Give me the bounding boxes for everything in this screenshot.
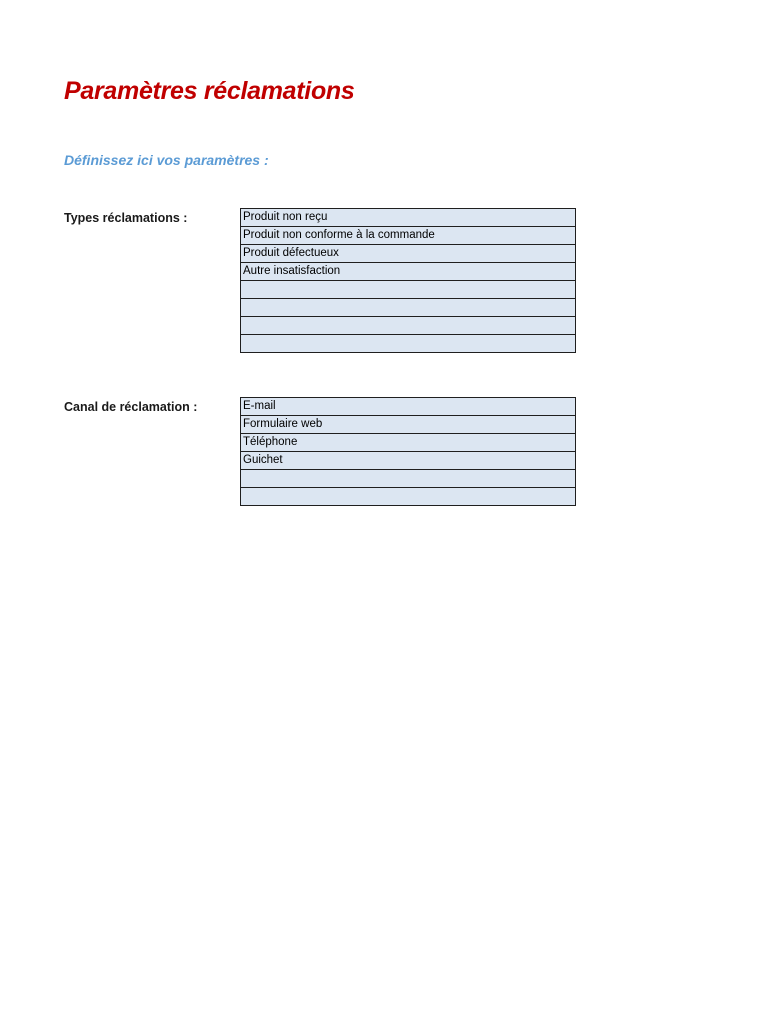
table-row: [241, 245, 576, 263]
canal-reclamation-cell[interactable]: [241, 488, 576, 506]
table-row: [241, 416, 576, 434]
page-subtitle: Définissez ici vos paramètres :: [64, 152, 269, 168]
types-reclamation-cell[interactable]: [241, 335, 576, 353]
types-reclamation-cell[interactable]: Autre insatisfaction: [241, 263, 576, 281]
canal-reclamation-cell[interactable]: E-mail: [241, 398, 576, 416]
table-row: [241, 227, 576, 245]
table-row: [241, 317, 576, 335]
types-reclamation-cell[interactable]: [241, 281, 576, 299]
types-reclamations-label: Types réclamations :: [64, 211, 188, 225]
page-title: Paramètres réclamations: [64, 77, 355, 105]
canal-reclamation-label: Canal de réclamation :: [64, 400, 198, 414]
canal-reclamation-cell[interactable]: Guichet: [241, 452, 576, 470]
table-row: [241, 452, 576, 470]
table-row: [241, 398, 576, 416]
table-row: [241, 335, 576, 353]
types-reclamation-cell[interactable]: Produit défectueux: [241, 245, 576, 263]
table-row: [241, 263, 576, 281]
types-reclamation-cell[interactable]: [241, 299, 576, 317]
canal-reclamation-table: [240, 397, 576, 506]
table-row: [241, 209, 576, 227]
canal-reclamation-cell[interactable]: Formulaire web: [241, 416, 576, 434]
table-row: [241, 434, 576, 452]
types-reclamation-cell[interactable]: Produit non conforme à la commande: [241, 227, 576, 245]
types-reclamation-cell[interactable]: Produit non reçu: [241, 209, 576, 227]
table-row: [241, 281, 576, 299]
canal-reclamation-cell[interactable]: [241, 470, 576, 488]
table-row: [241, 470, 576, 488]
types-reclamation-cell[interactable]: [241, 317, 576, 335]
types-reclamations-table: [240, 208, 576, 353]
table-row: [241, 299, 576, 317]
canal-reclamation-cell[interactable]: Téléphone: [241, 434, 576, 452]
table-row: [241, 488, 576, 506]
